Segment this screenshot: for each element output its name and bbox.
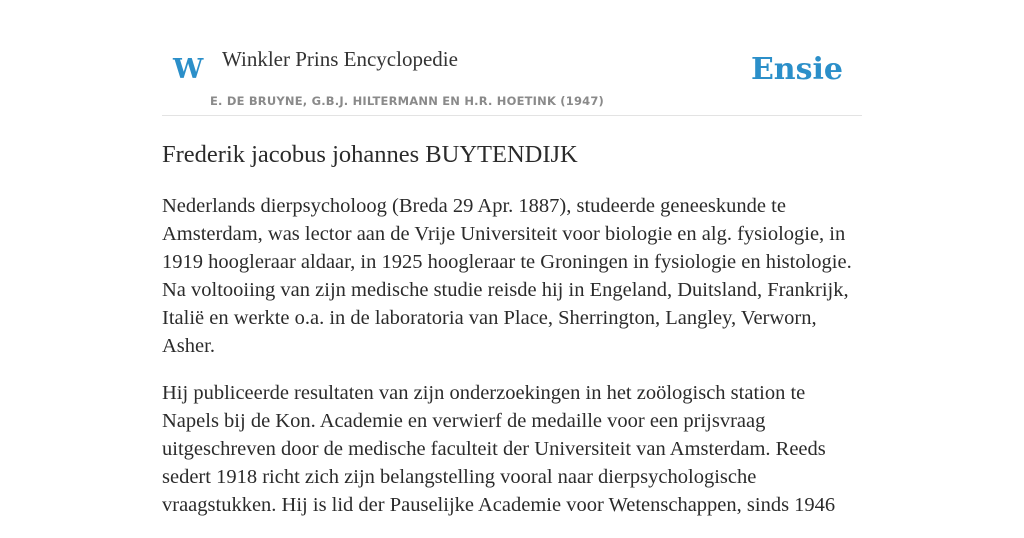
article-paragraph: Hij publiceerde resultaten van zijn onderzoekingen in het zoölogisch station te Napels bij de Kon. Academie en verwierf de medaille voor een prijsvraag uitgeschreven door de medische faculteit der Universiteit van Amsterdam. Reeds sedert 1918 richt zich zijn belangstelling vooral naar dierpsychologische vraagstukken. Hij is lid der Pauselijke Academie voor Wetenschappen, sinds 1946 xyxy=(162,382,836,516)
article-title: Frederik jacobus johannes BUYTENDIJK xyxy=(162,141,578,168)
article-paragraph: Nederlands dierpsycholoog (Breda 29 Apr. 1887), studeerde geneeskunde te Amsterdam, was lector aan de Vrije Universiteit voor biologie en alg. fysiologie, in 1919 hoogleraar aldaar, in 1925 hoogleraar te Groningen in fysiologie en histologie. Na voltooiing van zijn medische studie reisde hij in Engeland, Duitsland, Frankrijk, Italië en werkte o.a. in de laboratoria van Place, Sherrington, Langley, Verworn, Asher. xyxy=(162,195,852,357)
ensie-brand-logo[interactable]: Ensie xyxy=(750,52,843,87)
header-divider xyxy=(162,115,862,116)
publication-title[interactable]: Winkler Prins Encyclopedie xyxy=(222,47,458,71)
publication-authors: E. DE BRUYNE, G.B.J. HILTERMANN EN H.R. HOETINK (1947) xyxy=(210,94,605,108)
article-body xyxy=(162,192,862,538)
encyclopedia-logo-icon[interactable]: W xyxy=(173,54,204,85)
